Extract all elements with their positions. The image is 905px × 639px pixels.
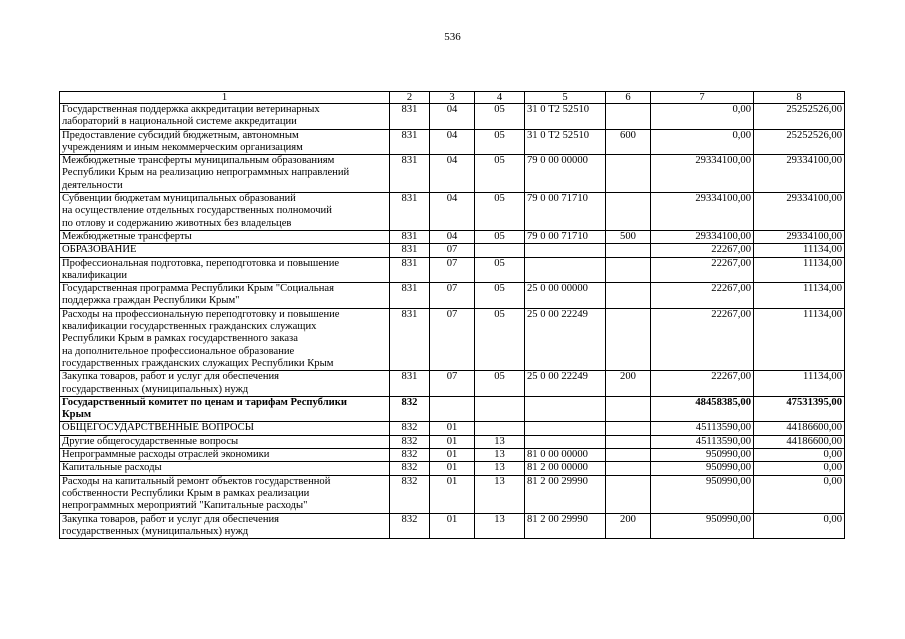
- description-line: Государственная программа Республики Крым "Социальная: [62, 283, 334, 295]
- ministry-code-cell: 831: [390, 371, 430, 397]
- subsection-code-cell: 05: [475, 283, 525, 309]
- subsection-code-cell: [475, 422, 525, 435]
- description-line: на осуществление отдельных государственных полномочий: [62, 205, 332, 217]
- description-line: Профессиональная подготовка, переподготовка и повышение: [62, 257, 340, 269]
- budget-table: [59, 91, 845, 539]
- target-article-cell: 81 2 00 29990: [525, 513, 606, 539]
- row-description: [60, 308, 390, 370]
- description-line: Межбюджетные трансферты: [62, 230, 192, 242]
- description-line: Расходы на профессиональную переподготовку и повышение: [62, 308, 340, 320]
- header-cell: 3: [430, 92, 475, 104]
- target-article-cell: [525, 244, 606, 257]
- amount-year2-cell: 25252526,00: [754, 104, 845, 130]
- ministry-code-cell: 831: [390, 129, 430, 155]
- subsection-code-cell: 05: [475, 155, 525, 193]
- subsection-code-cell: 05: [475, 371, 525, 397]
- amount-year2-cell: 11134,00: [754, 371, 845, 397]
- expense-type-cell: [606, 435, 651, 448]
- amount-year2-cell: 0,00: [754, 449, 845, 462]
- ministry-code-cell: 832: [390, 396, 430, 422]
- target-article-cell: 25 0 00 22249: [525, 371, 606, 397]
- expense-type-cell: 200: [606, 513, 651, 539]
- subsection-code-cell: 13: [475, 475, 525, 513]
- section-code-cell: 01: [430, 475, 475, 513]
- row-description: [60, 193, 390, 231]
- description-line: Государственный комитет по ценам и тарифам Республики: [62, 396, 347, 408]
- target-article-cell: 81 0 00 00000: [525, 449, 606, 462]
- ministry-code-cell: 831: [390, 104, 430, 130]
- amount-year1-cell: 22267,00: [651, 244, 754, 257]
- amount-year2-cell: 11134,00: [754, 308, 845, 370]
- description-line: непрограммных мероприятий "Капитальные расходы": [62, 500, 308, 512]
- ministry-code-cell: 831: [390, 283, 430, 309]
- row-description: [60, 257, 390, 283]
- table-row: [60, 462, 845, 475]
- section-code-cell: 04: [430, 193, 475, 231]
- ministry-code-cell: 832: [390, 475, 430, 513]
- description-line: квалификации государственных гражданских служащих: [62, 321, 317, 333]
- row-description: [60, 475, 390, 513]
- table-row: [60, 308, 845, 370]
- amount-year2-cell: 25252526,00: [754, 129, 845, 155]
- row-description: [60, 422, 390, 435]
- amount-year2-cell: 11134,00: [754, 257, 845, 283]
- amount-year2-cell: 0,00: [754, 462, 845, 475]
- section-code-cell: 01: [430, 513, 475, 539]
- section-code-cell: 01: [430, 462, 475, 475]
- ministry-code-cell: 831: [390, 244, 430, 257]
- amount-year1-cell: 45113590,00: [651, 422, 754, 435]
- table-row: [60, 244, 845, 257]
- description-line: поддержка граждан Республики Крым": [62, 295, 240, 307]
- description-line: Предоставление субсидий бюджетным, автономным: [62, 129, 299, 141]
- expense-type-cell: [606, 475, 651, 513]
- expense-type-cell: [606, 104, 651, 130]
- header-cell: 6: [606, 92, 651, 104]
- subsection-code-cell: 05: [475, 104, 525, 130]
- expense-type-cell: [606, 155, 651, 193]
- expense-type-cell: [606, 244, 651, 257]
- table-row: [60, 449, 845, 462]
- target-article-cell: 79 0 00 71710: [525, 230, 606, 243]
- section-code-cell: 04: [430, 230, 475, 243]
- description-line: Закупка товаров, работ и услуг для обеспечения: [62, 371, 280, 383]
- header-cell: 2: [390, 92, 430, 104]
- target-article-cell: 81 2 00 00000: [525, 462, 606, 475]
- row-description: [60, 396, 390, 422]
- row-description: [60, 449, 390, 462]
- expense-type-cell: [606, 257, 651, 283]
- target-article-cell: 81 2 00 29990: [525, 475, 606, 513]
- amount-year1-cell: 22267,00: [651, 371, 754, 397]
- amount-year1-cell: 950990,00: [651, 475, 754, 513]
- page-number: 536: [444, 31, 461, 43]
- subsection-code-cell: [475, 396, 525, 422]
- subsection-code-cell: [475, 244, 525, 257]
- ministry-code-cell: 832: [390, 513, 430, 539]
- row-description: [60, 435, 390, 448]
- expense-type-cell: 600: [606, 129, 651, 155]
- section-code-cell: 07: [430, 257, 475, 283]
- ministry-code-cell: 831: [390, 230, 430, 243]
- table-header-row: [60, 92, 845, 104]
- row-description: [60, 129, 390, 155]
- subsection-code-cell: 13: [475, 449, 525, 462]
- amount-year2-cell: 11134,00: [754, 283, 845, 309]
- ministry-code-cell: 832: [390, 449, 430, 462]
- amount-year2-cell: 0,00: [754, 475, 845, 513]
- amount-year1-cell: 0,00: [651, 104, 754, 130]
- target-article-cell: 25 0 00 00000: [525, 283, 606, 309]
- header-cell: 8: [754, 92, 845, 104]
- expense-type-cell: [606, 396, 651, 422]
- subsection-code-cell: 05: [475, 257, 525, 283]
- amount-year2-cell: 0,00: [754, 513, 845, 539]
- expense-type-cell: [606, 422, 651, 435]
- amount-year1-cell: 29334100,00: [651, 155, 754, 193]
- table-row: [60, 155, 845, 193]
- expense-type-cell: [606, 462, 651, 475]
- target-article-cell: 79 0 00 71710: [525, 193, 606, 231]
- table-row: [60, 104, 845, 130]
- description-line: государственных (муниципальных) нужд: [62, 525, 249, 537]
- table-row: [60, 193, 845, 231]
- section-code-cell: 01: [430, 449, 475, 462]
- description-line: Государственная поддержка аккредитации ветеринарных: [62, 104, 320, 115]
- amount-year1-cell: 0,00: [651, 129, 754, 155]
- table-row: [60, 257, 845, 283]
- table-row: [60, 422, 845, 435]
- row-description: [60, 104, 390, 130]
- description-line: деятельности: [62, 179, 123, 191]
- ministry-code-cell: 831: [390, 257, 430, 283]
- amount-year1-cell: 22267,00: [651, 283, 754, 309]
- description-line: Другие общегосударственные вопросы: [62, 435, 239, 447]
- amount-year1-cell: 22267,00: [651, 308, 754, 370]
- amount-year2-cell: 47531395,00: [754, 396, 845, 422]
- row-description: [60, 283, 390, 309]
- amount-year1-cell: 48458385,00: [651, 396, 754, 422]
- amount-year2-cell: 11134,00: [754, 244, 845, 257]
- subsection-code-cell: 13: [475, 462, 525, 475]
- subsection-code-cell: 05: [475, 230, 525, 243]
- target-article-cell: 79 0 00 00000: [525, 155, 606, 193]
- table-row: [60, 475, 845, 513]
- description-line: Субвенции бюджетам муниципальных образований: [62, 193, 296, 205]
- subsection-code-cell: 13: [475, 513, 525, 539]
- amount-year2-cell: 29334100,00: [754, 155, 845, 193]
- description-line: ОБЩЕГОСУДАРСТВЕННЫЕ ВОПРОСЫ: [62, 422, 254, 434]
- ministry-code-cell: 831: [390, 193, 430, 231]
- subsection-code-cell: 05: [475, 308, 525, 370]
- expense-type-cell: [606, 193, 651, 231]
- table-row: [60, 396, 845, 422]
- description-line: по отлову и содержанию животных без владельцев: [62, 217, 292, 229]
- amount-year1-cell: 950990,00: [651, 462, 754, 475]
- ministry-code-cell: 831: [390, 155, 430, 193]
- target-article-cell: [525, 257, 606, 283]
- target-article-cell: [525, 396, 606, 422]
- section-code-cell: 01: [430, 422, 475, 435]
- ministry-code-cell: 831: [390, 308, 430, 370]
- target-article-cell: 25 0 00 22249: [525, 308, 606, 370]
- row-description: [60, 155, 390, 193]
- amount-year2-cell: 29334100,00: [754, 230, 845, 243]
- description-line: государственных гражданских служащих Республики Крым: [62, 357, 334, 369]
- row-description: [60, 513, 390, 539]
- section-code-cell: 01: [430, 435, 475, 448]
- ministry-code-cell: 832: [390, 435, 430, 448]
- amount-year1-cell: 22267,00: [651, 257, 754, 283]
- section-code-cell: 04: [430, 129, 475, 155]
- description-line: учреждениям и иным некоммерческим организациям: [62, 141, 303, 153]
- description-line: Закупка товаров, работ и услуг для обеспечения: [62, 513, 280, 525]
- section-code-cell: 07: [430, 308, 475, 370]
- section-code-cell: 07: [430, 244, 475, 257]
- description-line: государственных (муниципальных) нужд: [62, 383, 249, 395]
- subsection-code-cell: 13: [475, 435, 525, 448]
- table-row: [60, 129, 845, 155]
- amount-year1-cell: 29334100,00: [651, 230, 754, 243]
- description-line: ОБРАЗОВАНИЕ: [62, 244, 137, 256]
- amount-year2-cell: 29334100,00: [754, 193, 845, 231]
- row-description: [60, 371, 390, 397]
- target-article-cell: [525, 422, 606, 435]
- ministry-code-cell: 832: [390, 462, 430, 475]
- description-line: Капитальные расходы: [62, 462, 162, 474]
- amount-year1-cell: 45113590,00: [651, 435, 754, 448]
- expense-type-cell: [606, 283, 651, 309]
- section-code-cell: [430, 396, 475, 422]
- amount-year1-cell: 950990,00: [651, 449, 754, 462]
- table-row: [60, 283, 845, 309]
- target-article-cell: 31 0 Т2 52510: [525, 104, 606, 130]
- amount-year2-cell: 44186600,00: [754, 422, 845, 435]
- description-line: Республики Крым на реализацию непрограммных направлений: [62, 167, 350, 179]
- expense-type-cell: [606, 449, 651, 462]
- header-cell: 1: [60, 92, 390, 104]
- amount-year2-cell: 44186600,00: [754, 435, 845, 448]
- row-description: [60, 462, 390, 475]
- section-code-cell: 07: [430, 371, 475, 397]
- expense-type-cell: [606, 308, 651, 370]
- row-description: [60, 230, 390, 243]
- header-cell: 5: [525, 92, 606, 104]
- description-line: собственности Республики Крым в рамках реализации: [62, 487, 310, 499]
- subsection-code-cell: 05: [475, 129, 525, 155]
- ministry-code-cell: 832: [390, 422, 430, 435]
- description-line: Межбюджетные трансферты муниципальным образованиям: [62, 155, 335, 167]
- description-line: Крым: [62, 409, 92, 421]
- section-code-cell: 04: [430, 155, 475, 193]
- table-row: [60, 435, 845, 448]
- subsection-code-cell: 05: [475, 193, 525, 231]
- description-line: квалификации: [62, 269, 127, 281]
- amount-year1-cell: 29334100,00: [651, 193, 754, 231]
- target-article-cell: 31 0 Т2 52510: [525, 129, 606, 155]
- description-line: Республики Крым в рамках государственного заказа: [62, 333, 298, 345]
- section-code-cell: 04: [430, 104, 475, 130]
- expense-type-cell: 200: [606, 371, 651, 397]
- description-line: Расходы на капитальный ремонт объектов государственной: [62, 475, 331, 487]
- description-line: лабораторий в национальной системе аккредитации: [62, 116, 297, 128]
- table-row: [60, 230, 845, 243]
- description-line: Непрограммные расходы отраслей экономики: [62, 449, 270, 461]
- expense-type-cell: 500: [606, 230, 651, 243]
- section-code-cell: 07: [430, 283, 475, 309]
- target-article-cell: [525, 435, 606, 448]
- table-row: [60, 513, 845, 539]
- amount-year1-cell: 950990,00: [651, 513, 754, 539]
- header-cell: 7: [651, 92, 754, 104]
- header-cell: 4: [475, 92, 525, 104]
- row-description: [60, 244, 390, 257]
- description-line: на дополнительное профессиональное образование: [62, 345, 295, 357]
- table-row: [60, 371, 845, 397]
